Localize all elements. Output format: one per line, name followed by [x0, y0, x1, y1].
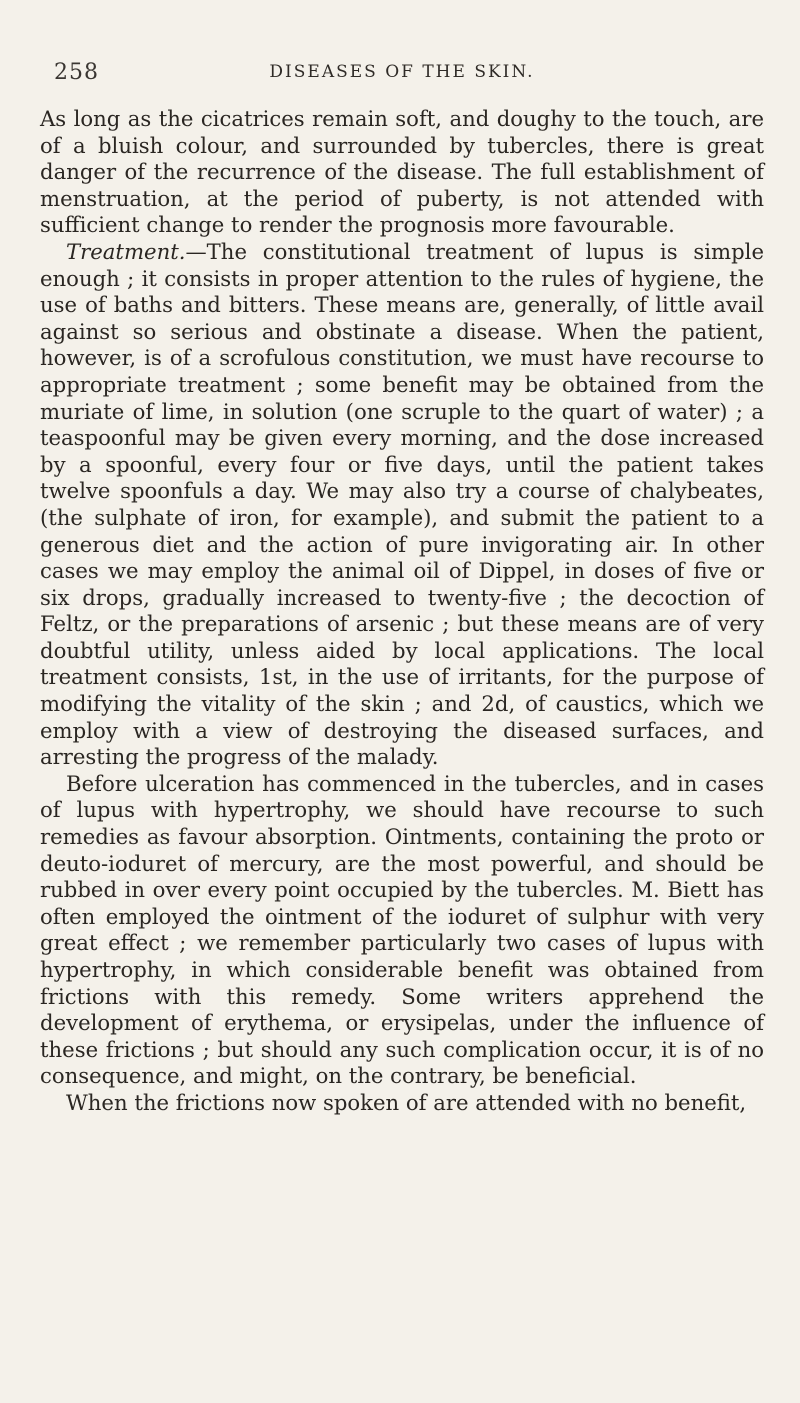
page-number: 258: [54, 60, 99, 85]
paragraph-treatment: [40, 239, 764, 771]
paragraph-text: When the frictions now spoken of are attended with no benefit,: [66, 1089, 747, 1115]
paragraph-text: Before ulceration has commenced in the tubercles, and in cases of lupus with hypertrophy, we should have recourse to such remedies as favour absorption. Ointments, containing the proto or deuto-ioduret of mercury, are the most powerful, and should be rubbed in over every point occupied by the tubercles. M. Biett has often employed the ointment of the ioduret of sulphur with very great effect ; we remember particularly two cases of lupus with hypertrophy, in which considerable benefit was obtained from frictions with this remedy. Some writers apprehend the development of erythema, or erysipelas, under the influence of these frictions ; but should any such complication occur, it is of no consequence, and might, on the contrary, be beneficial.: [40, 770, 764, 1089]
paragraph-prognosis: [40, 106, 764, 239]
section-heading-treatment: Treatment.: [66, 238, 186, 264]
body-text: [40, 106, 764, 1117]
running-head: [40, 60, 764, 90]
running-title: DISEASES OF THE SKIN.: [269, 62, 535, 82]
paragraph-frictions: [40, 1090, 764, 1117]
paragraph-text: —The constitutional treatment of lupus is simple enough ; it consists in proper attention to the rules of hygiene, the use of baths and bitters. These means are, generally, of little avail against so serious and obstinate a disease. When the patient, however, is of a scrofulous constitution, we must have recourse to appropriate treatment ; some benefit may be obtained from the muriate of lime, in solution (one scruple to the quart of water) ; a teaspoonful may be given every morning, and the dose increased by a spoonful, every four or five days, until the patient takes twelve spoonfuls a day. We may also try a course of chalybeates, (the sulphate of iron, for example), and submit the patient to a generous diet and the action of pure invigorating air. In other cases we may employ the animal oil of Dippel, in doses of five or six drops, gradually increased to twenty-five ; the decoction of Feltz, or the preparations of arsenic ; but these means are of very doubtful utility, unless aided by local applications. The local treatment consists, 1st, in the use of irritants, for the purpose of modifying the vitality of the skin ; and 2d, of caustics, which we employ with a view of destroying the diseased surfaces, and arresting the progress of the malady.: [40, 238, 764, 770]
paragraph-text: As long as the cicatrices remain soft, and doughy to the touch, are of a bluish colour, and surrounded by tubercles, there is great danger of the recurrence of the disease. The full establishment of menstruation, at the period of puberty, is not attended with sufficient change to render the prognosis more favourable.: [40, 106, 764, 238]
paragraph-ulceration: [40, 771, 764, 1090]
